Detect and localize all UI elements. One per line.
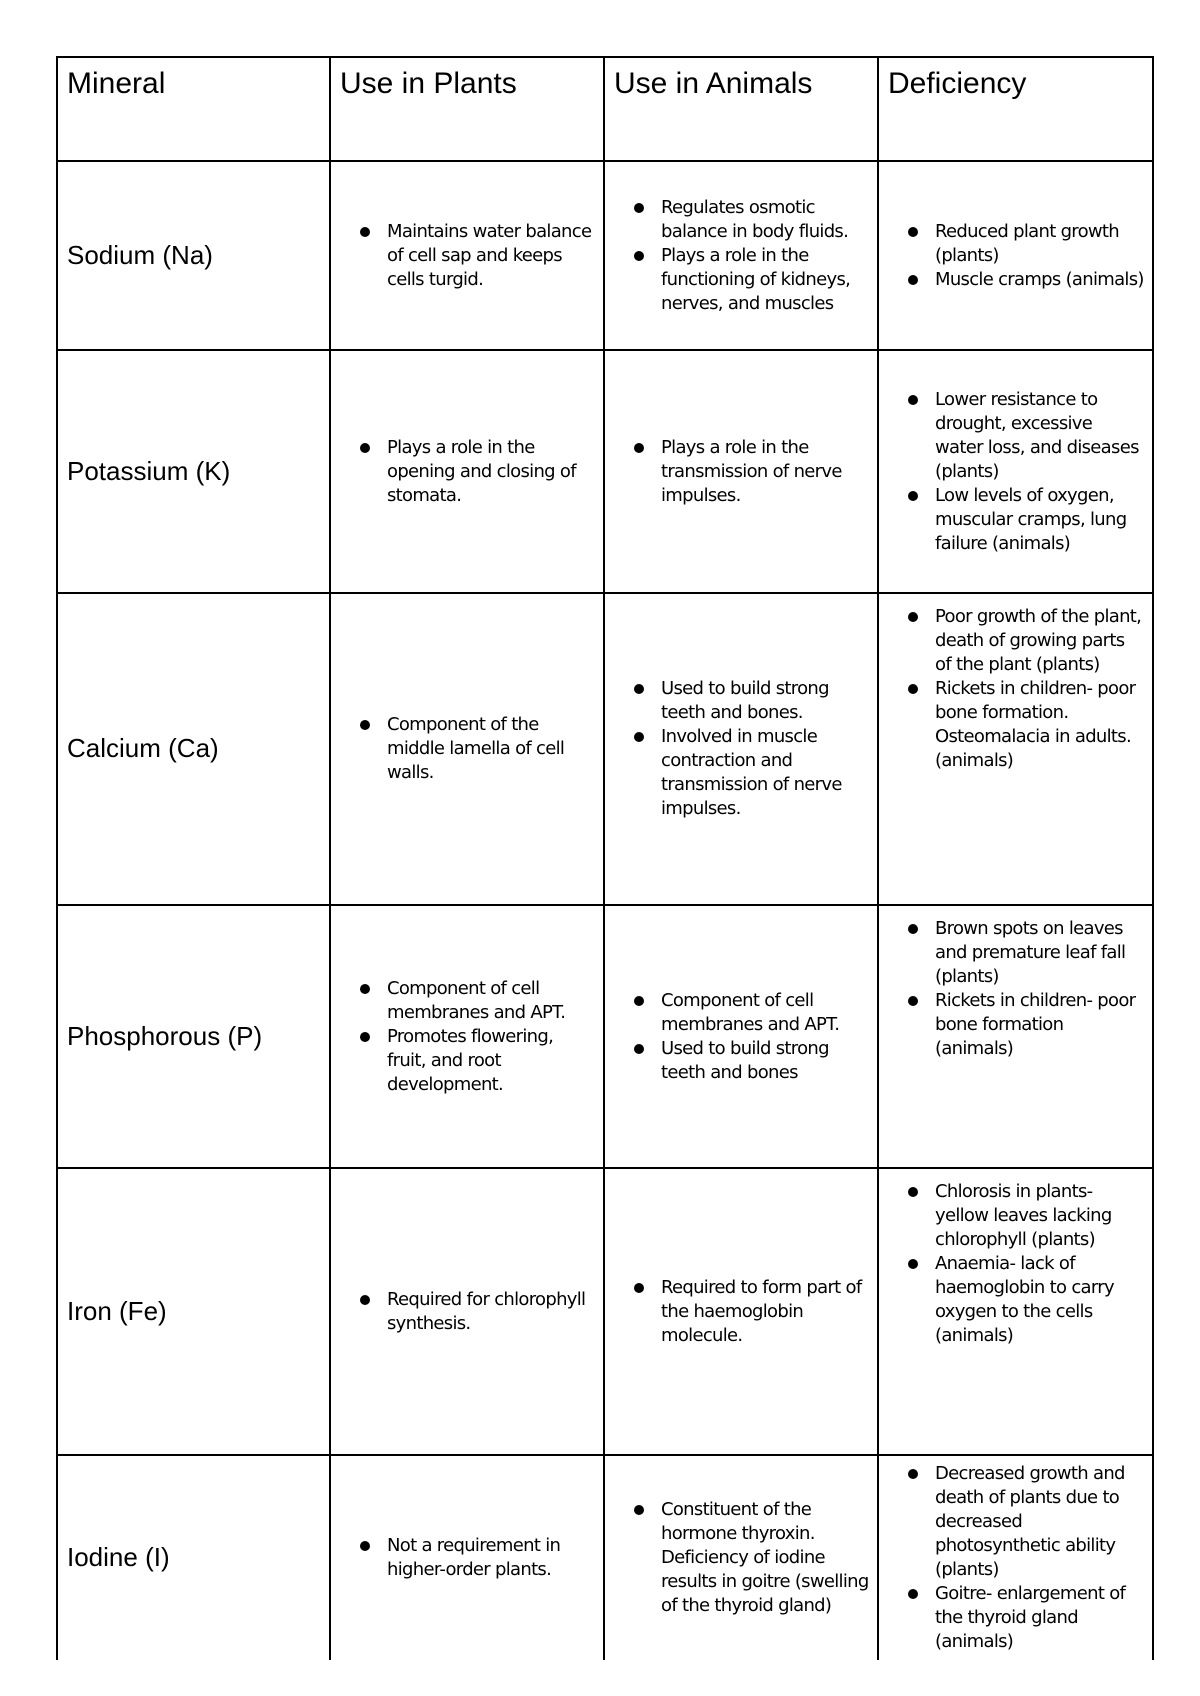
animals-cell — [604, 350, 878, 593]
deficiency-cell — [878, 905, 1153, 1168]
header-label: Mineral — [67, 67, 166, 100]
header-label: Use in Animals — [614, 67, 813, 100]
bullet-list — [879, 220, 1152, 292]
bullet-list — [331, 1288, 603, 1336]
mineral-cell — [57, 350, 330, 593]
list-item: Used to build strong teeth and bones — [661, 1037, 869, 1085]
bullet-list — [879, 388, 1152, 556]
bullet-list — [605, 1498, 877, 1618]
list-item: Rickets in children- poor bone formation (animals) — [935, 989, 1144, 1061]
animals-cell — [604, 161, 878, 350]
list-item: Not a requirement in higher-order plants. — [387, 1534, 595, 1582]
bullet-list — [879, 605, 1152, 773]
list-item: Maintains water balance of cell sap and keeps cells turgid. — [387, 220, 595, 292]
list-item: Promotes flowering, fruit, and root development. — [387, 1025, 595, 1097]
bullet-list — [331, 713, 603, 785]
animals-cell — [604, 905, 878, 1168]
animals-cell — [604, 593, 878, 905]
mineral-name: Sodium (Na) — [67, 239, 213, 270]
table-row — [57, 1168, 1153, 1455]
table-row — [57, 350, 1153, 593]
list-item: Component of cell membranes and APT. — [661, 989, 869, 1037]
mineral-name: Potassium (K) — [67, 455, 231, 486]
list-item: Component of the middle lamella of cell walls. — [387, 713, 595, 785]
bullet-list — [605, 436, 877, 508]
list-item: Poor growth of the plant, death of growing parts of the plant (plants) — [935, 605, 1144, 677]
animals-cell — [604, 1168, 878, 1455]
list-item: Lower resistance to drought, excessive water loss, and diseases (plants) — [935, 388, 1144, 484]
plants-cell — [330, 593, 604, 905]
list-item: Plays a role in the opening and closing of stomata. — [387, 436, 595, 508]
bullet-list — [605, 989, 877, 1085]
bullet-list — [331, 436, 603, 508]
list-item: Low levels of oxygen, muscular cramps, lung failure (animals) — [935, 484, 1144, 556]
table-row — [57, 1455, 1153, 1660]
deficiency-cell — [878, 350, 1153, 593]
header-cell-use-in-plants — [330, 57, 604, 161]
bullet-list — [605, 1276, 877, 1348]
bullet-list — [879, 1180, 1152, 1348]
deficiency-cell — [878, 1455, 1153, 1660]
list-item: Required for chlorophyll synthesis. — [387, 1288, 595, 1336]
header-cell-mineral — [57, 57, 330, 161]
bullet-list — [331, 977, 603, 1097]
bullet-list — [605, 196, 877, 316]
bullet-list — [331, 220, 603, 292]
list-item: Goitre- enlargement of the thyroid gland (animals) — [935, 1582, 1144, 1654]
list-item: Used to build strong teeth and bones. — [661, 677, 869, 725]
mineral-cell — [57, 161, 330, 350]
plants-cell — [330, 1455, 604, 1660]
deficiency-cell — [878, 593, 1153, 905]
list-item: Required to form part of the haemoglobin molecule. — [661, 1276, 869, 1348]
mineral-name: Calcium (Ca) — [67, 733, 219, 764]
mineral-name: Phosphorous (P) — [67, 1020, 263, 1051]
list-item: Chlorosis in plants- yellow leaves lacking chlorophyll (plants) — [935, 1180, 1144, 1252]
list-item: Involved in muscle contraction and transmission of nerve impulses. — [661, 725, 869, 821]
list-item: Muscle cramps (animals) — [935, 268, 1144, 290]
bullet-list — [605, 677, 877, 821]
list-item: Brown spots on leaves and premature leaf fall (plants) — [935, 917, 1144, 989]
table-row — [57, 161, 1153, 350]
deficiency-cell — [878, 161, 1153, 350]
mineral-cell — [57, 593, 330, 905]
plants-cell — [330, 350, 604, 593]
header-label: Use in Plants — [340, 67, 517, 100]
table-header-row — [57, 57, 1153, 161]
animals-cell — [604, 1455, 878, 1660]
plants-cell — [330, 905, 604, 1168]
list-item: Rickets in children- poor bone formation. Osteomalacia in adults. (animals) — [935, 677, 1144, 773]
minerals-table — [56, 56, 1154, 1660]
bullet-list — [879, 1462, 1152, 1654]
list-item: Decreased growth and death of plants due to decreased photosynthetic ability (plants) — [935, 1462, 1144, 1582]
mineral-name: Iron (Fe) — [67, 1295, 167, 1326]
list-item: Anaemia- lack of haemoglobin to carry oxygen to the cells (animals) — [935, 1252, 1144, 1348]
plants-cell — [330, 1168, 604, 1455]
list-item: Reduced plant growth (plants) — [935, 220, 1144, 268]
list-item: Plays a role in the transmission of nerve impulses. — [661, 436, 869, 508]
list-item: Constituent of the hormone thyroxin. Deficiency of iodine results in goitre (swelling of the thyroid gland) — [661, 1499, 869, 1616]
mineral-cell — [57, 905, 330, 1168]
plants-cell — [330, 161, 604, 350]
mineral-cell — [57, 1168, 330, 1455]
header-cell-use-in-animals — [604, 57, 878, 161]
list-item: Regulates osmotic balance in body fluids. — [661, 196, 869, 244]
list-item: Plays a role in the functioning of kidneys, nerves, and muscles — [661, 244, 869, 316]
bullet-list — [879, 917, 1152, 1061]
bullet-list — [331, 1534, 603, 1582]
table-row — [57, 593, 1153, 905]
mineral-name: Iodine (I) — [67, 1542, 170, 1573]
header-cell-deficiency — [878, 57, 1153, 161]
deficiency-cell — [878, 1168, 1153, 1455]
table-row — [57, 905, 1153, 1168]
mineral-cell — [57, 1455, 330, 1660]
header-label: Deficiency — [888, 67, 1027, 100]
list-item: Component of cell membranes and APT. — [387, 977, 595, 1025]
